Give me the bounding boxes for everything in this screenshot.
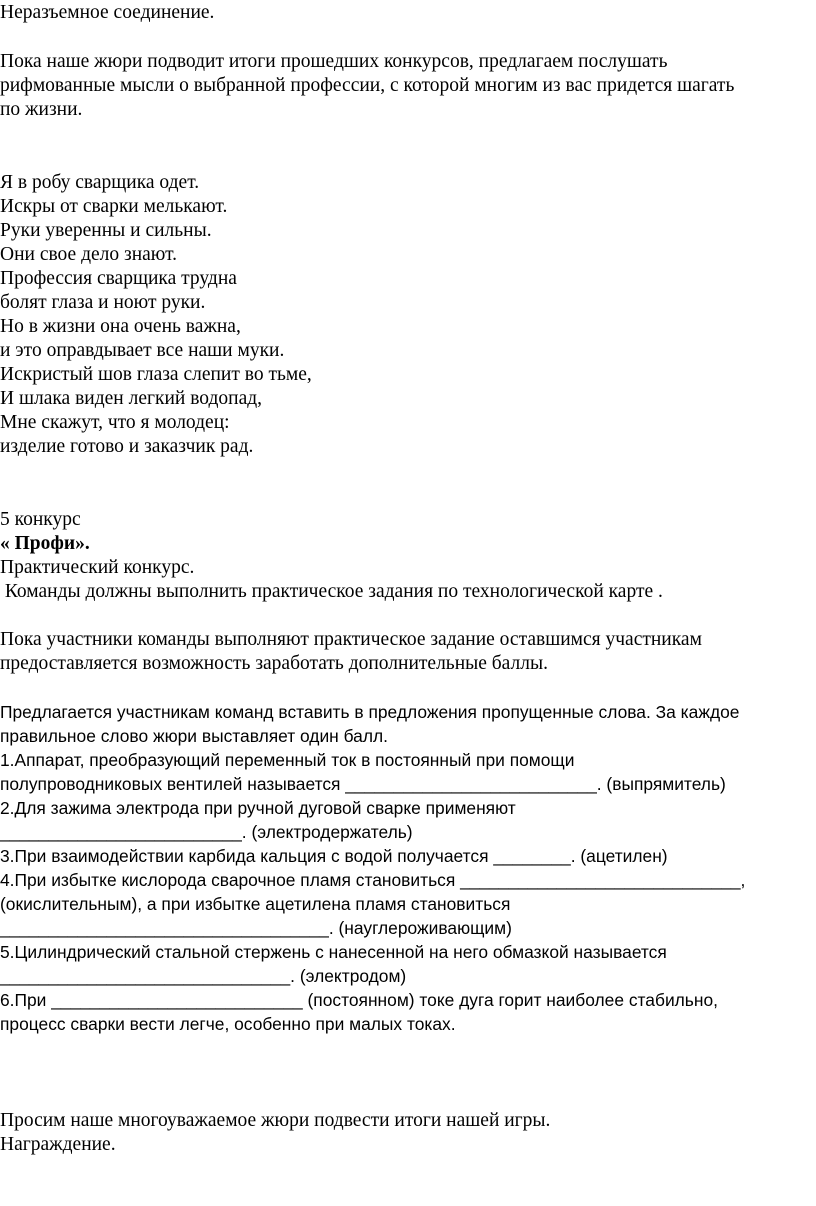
closing-line: Награждение.: [0, 1134, 116, 1155]
poem-line: Но в жизни она очень важна,: [0, 316, 241, 337]
quiz-line: __________________________________. (науглероживающим): [0, 918, 512, 938]
quiz-line: _________________________. (электродержатель): [0, 822, 413, 842]
quiz-line: 1.Аппарат, преобразующий переменный ток в постоянный при помощи: [0, 750, 575, 770]
quiz-line: правильное слово жюри выставляет один балл.: [0, 726, 388, 746]
quiz-line: ______________________________. (электродом): [0, 966, 407, 986]
poem-line: и это оправдывает все наши муки.: [0, 340, 285, 361]
contest-name: « Профи».: [0, 533, 90, 554]
quiz-line: 3.При взаимодействии карбида кальция с водой получается ________. (ацетилен): [0, 846, 668, 866]
intro-line: Пока наше жюри подводит итоги прошедших конкурсов, предлагаем послушать: [0, 51, 668, 72]
quiz-line: (окислительным), а при избытке ацетилена пламя становиться: [0, 894, 511, 914]
contest-task: Команды должны выполнить практическое задания по технологической карте .: [0, 581, 663, 602]
poem-line: Профессия сварщика трудна: [0, 268, 237, 289]
quiz-line: процесс сварки вести легче, особенно при малых токах.: [0, 1014, 456, 1034]
poem-line: Искристый шов глаза слепит во тьме,: [0, 364, 312, 385]
poem-line: болят глаза и ноют руки.: [0, 292, 206, 313]
document-heading: Неразъемное соединение.: [0, 2, 215, 23]
quiz-line: 6.При __________________________ (постоянном) токе дуга горит наиболее стабильно,: [0, 990, 718, 1010]
quiz-line: 5.Цилиндрический стальной стержень с нанесенной на него обмазкой называется: [0, 942, 667, 962]
intro-line: по жизни.: [0, 99, 83, 120]
poem-line: И шлака виден легкий водопад,: [0, 388, 263, 409]
extra-line: Пока участники команды выполняют практическое задание оставшимся участникам: [0, 629, 702, 650]
intro-line: рифмованные мысли о выбранной профессии, с которой многим из вас придется шагать: [0, 75, 735, 96]
closing-line: Просим наше многоуважаемое жюри подвести итоги нашей игры.: [0, 1110, 551, 1131]
poem-line: Они свое дело знают.: [0, 244, 178, 265]
poem-line: Руки уверенны и сильны.: [0, 220, 212, 241]
quiz-line: Предлагается участникам команд вставить в предложения пропущенные слова. За каждое: [0, 702, 740, 722]
quiz-line: 4.При избытке кислорода сварочное пламя становиться _____________________________,: [0, 870, 746, 890]
extra-line: предоставляется возможность заработать дополнительные баллы.: [0, 653, 548, 674]
contest-number: 5 конкурс: [0, 509, 81, 530]
quiz-line: полупроводниковых вентилей называется __________________________. (выпрямитель): [0, 774, 726, 794]
contest-type: Практический конкурс.: [0, 557, 195, 578]
quiz-line: 2.Для зажима электрода при ручной дуговой сварке применяют: [0, 798, 516, 818]
poem-line: изделие готово и заказчик рад.: [0, 436, 254, 457]
poem-line: Искры от сварки мелькают.: [0, 196, 228, 217]
poem-line: Я в робу сварщика одет.: [0, 172, 200, 193]
poem-line: Мне скажут, что я молодец:: [0, 412, 230, 433]
